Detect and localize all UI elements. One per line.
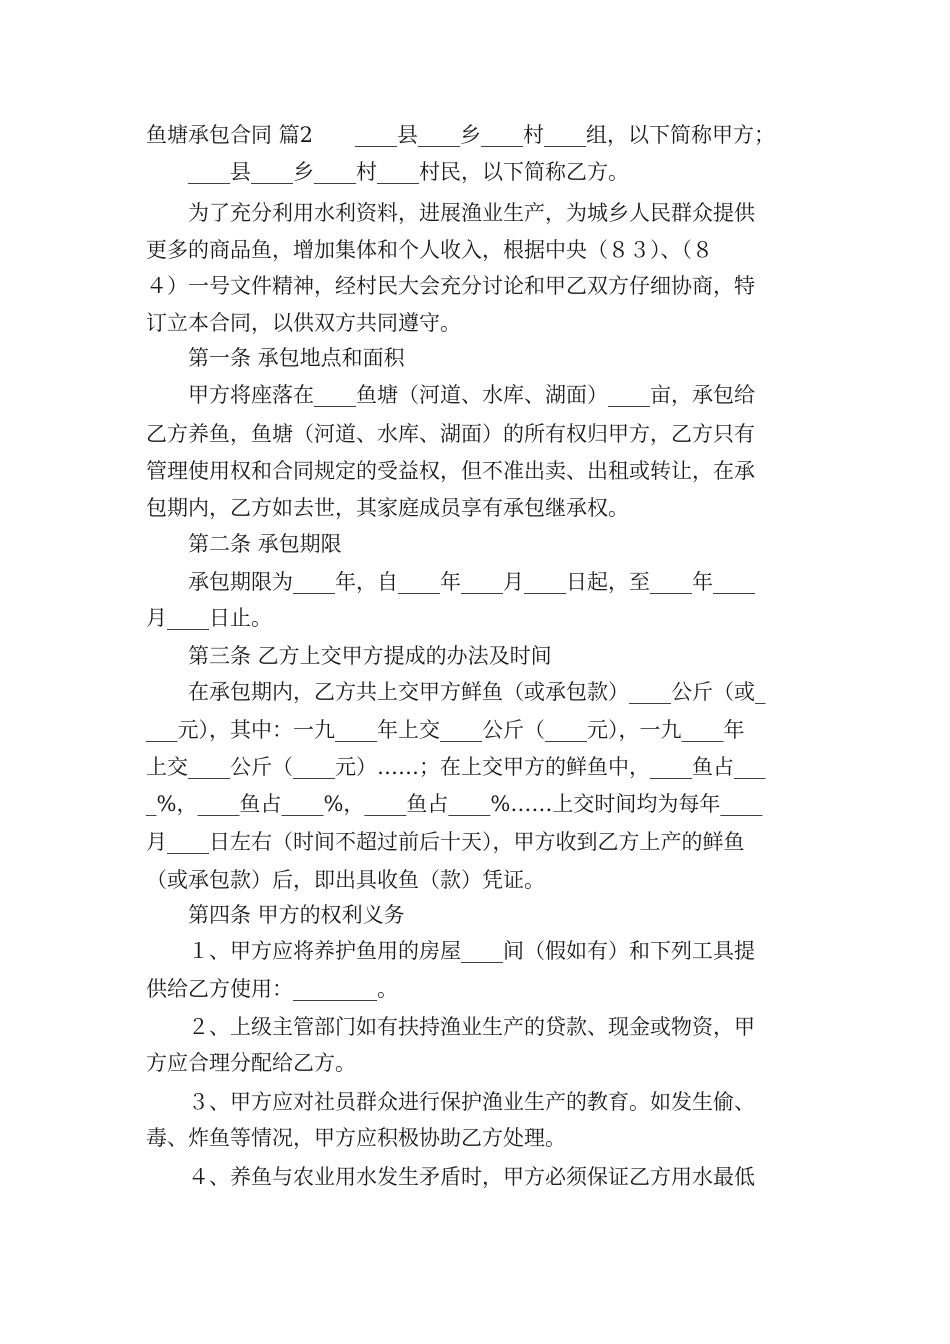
article-3-line-3: 上交____公斤（____元）……；在上交甲方的鲜鱼中，____鱼占___	[146, 755, 766, 779]
preamble-line-1: 为了充分利用水利资料，进展渔业生产，为城乡人民群众提供	[146, 201, 755, 225]
article-1-line-3: 管理使用权和合同规定的受益权，但不准出卖、出租或转让，在承	[146, 459, 755, 483]
article-4-item-3-line-2: 毒、炸鱼等情况，甲方应积极协助乙方处理。	[146, 1126, 566, 1150]
article-4-item-2-line-2: 方应合理分配给乙方。	[146, 1051, 356, 1075]
article-4-heading: 第四条 甲方的权利义务	[146, 903, 405, 927]
preamble-line-2: 更多的商品鱼，增加集体和个人收入，根据中央（８３）、（８	[146, 238, 713, 262]
article-1-line-1: 甲方将座落在____鱼塘（河道、水库、湖面）____亩，承包给	[146, 383, 755, 407]
preamble-line-3: ４）一号文件精神，经村民大会充分讨论和甲乙双方仔细协商，特	[146, 274, 755, 298]
article-1-heading: 第一条 承包地点和面积	[146, 346, 405, 370]
article-1-line-4: 包期内，乙方如去世，其家庭成员享有承包继承权。	[146, 496, 629, 520]
article-1-line-2: 乙方养鱼，鱼塘（河道、水库、湖面）的所有权归甲方，乙方只有	[146, 422, 755, 446]
article-3-line-1: 在承包期内，乙方共上交甲方鲜鱼（或承包款）____公斤（或_	[146, 680, 766, 704]
article-4-item-2-line-1: ２、上级主管部门如有扶持渔业生产的贷款、现金或物资，甲	[146, 1015, 755, 1039]
article-2-line-2: 月____日止。	[146, 606, 272, 630]
preamble-line-4: 订立本合同，以供双方共同遵守。	[146, 311, 461, 335]
article-3-line-4: _%，____鱼占____%，____鱼占____%……上交时间均为每年____	[146, 792, 763, 816]
article-4-item-1-line-1: １、甲方应将养护鱼用的房屋____间（假如有）和下列工具提	[146, 939, 755, 963]
article-4-item-1-line-2: 供给乙方使用：________。	[146, 977, 398, 1001]
article-3-line-6: （或承包款）后，即出具收鱼（款）凭证。	[146, 868, 545, 892]
contract-title-line: 鱼塘承包合同 篇2 ____县____乡____村____组，以下简称甲方；	[146, 123, 776, 147]
party-b-line: ____县____乡____村____村民，以下简称乙方。	[146, 160, 629, 184]
article-4-item-3-line-1: ３、甲方应对社员群众进行保护渔业生产的教育。如发生偷、	[146, 1090, 755, 1114]
article-3-line-2: ___元），其中：一九____年上交____公斤（____元），一九____年	[146, 718, 745, 742]
article-2-line-1: 承包期限为____年，自____年____月____日起，至____年____	[146, 570, 755, 594]
article-2-heading: 第二条 承包期限	[146, 532, 342, 556]
article-3-line-5: 月____日左右（时间不超过前后十天），甲方收到乙方上产的鲜鱼	[146, 830, 745, 854]
article-3-heading: 第三条 乙方上交甲方提成的办法及时间	[146, 644, 552, 668]
article-4-item-4-line-1: ４、养鱼与农业用水发生矛盾时，甲方必须保证乙方用水最低	[146, 1165, 755, 1189]
